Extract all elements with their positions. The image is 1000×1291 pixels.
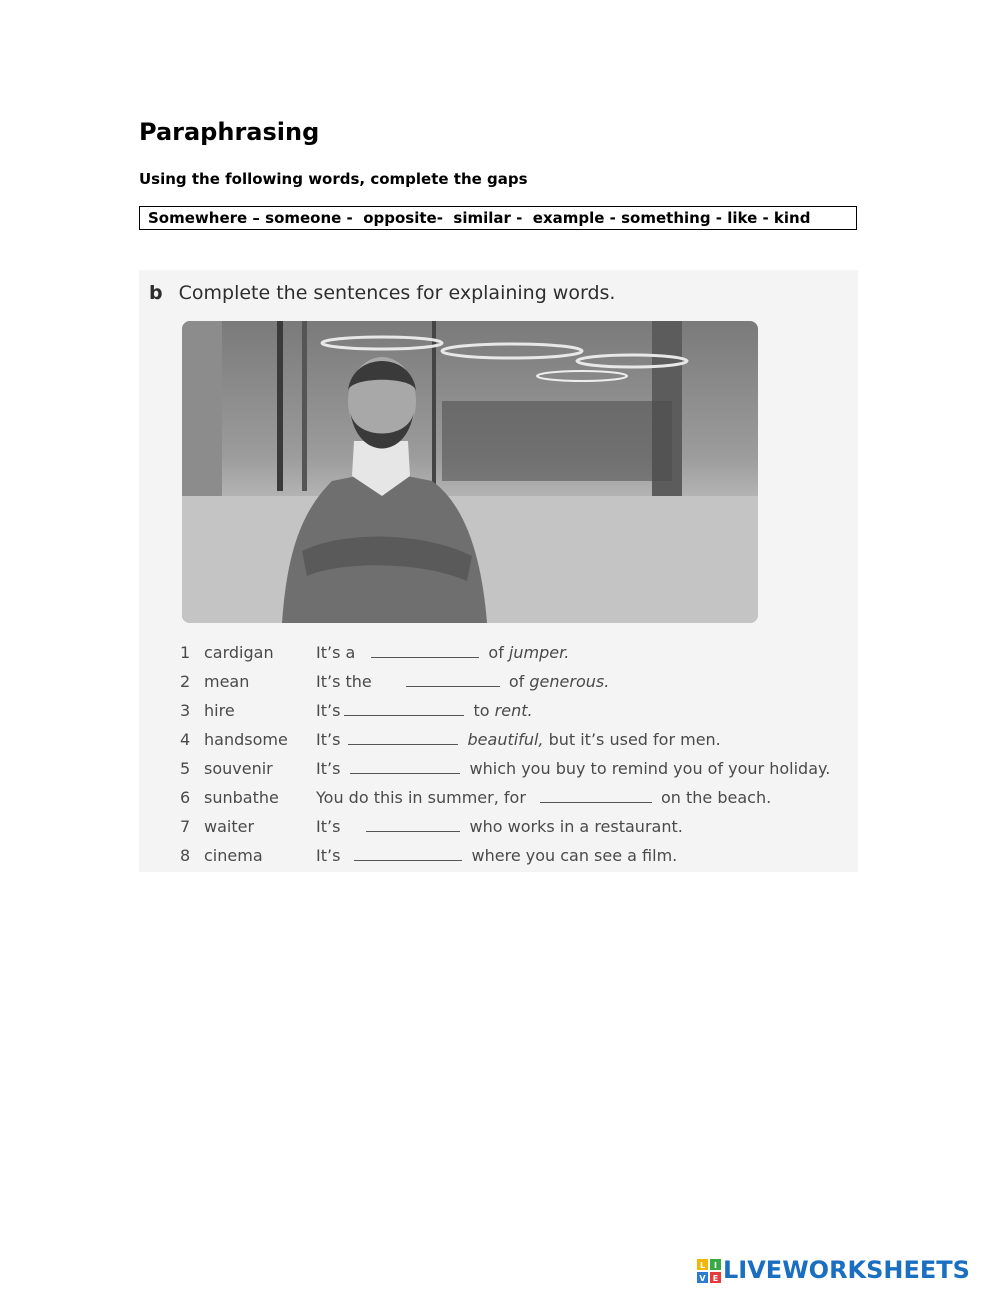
exercise-item bbox=[139, 672, 858, 696]
item-number: 4 bbox=[180, 730, 191, 749]
item-before: It’s a bbox=[316, 643, 356, 662]
exercise-item bbox=[139, 846, 858, 870]
item-after: on the beach. bbox=[660, 788, 772, 807]
item-number: 7 bbox=[180, 817, 191, 836]
item-before: It’s bbox=[316, 701, 341, 720]
word-bank: Somewhere – someone - opposite- similar - example - something - like - kind bbox=[139, 206, 857, 230]
item-word: cinema bbox=[204, 846, 263, 865]
gap-blank[interactable] bbox=[371, 643, 479, 658]
item-before: It’s bbox=[316, 730, 341, 749]
item-after: which you buy to remind you of your holiday. bbox=[469, 759, 831, 778]
gap-blank[interactable] bbox=[350, 759, 460, 774]
svg-text:E: E bbox=[712, 1274, 719, 1283]
gap-blank[interactable] bbox=[540, 788, 652, 803]
svg-text:I: I bbox=[714, 1261, 717, 1270]
item-after: who works in a restaurant. bbox=[469, 817, 683, 836]
item-number: 5 bbox=[180, 759, 191, 778]
item-number: 3 bbox=[180, 701, 191, 720]
item-number: 1 bbox=[180, 643, 191, 662]
exercise-letter: b bbox=[149, 282, 163, 304]
item-word: souvenir bbox=[204, 759, 273, 778]
item-before: It’s bbox=[316, 846, 341, 865]
page-title: Paraphrasing bbox=[139, 118, 320, 146]
exercise-item bbox=[139, 643, 858, 667]
item-word: waiter bbox=[204, 817, 255, 836]
logo-text: LIVEWORKSHEETS bbox=[723, 1256, 970, 1284]
svg-text:L: L bbox=[699, 1261, 706, 1270]
instructions: Using the following words, complete the gaps bbox=[139, 170, 528, 188]
item-after: of bbox=[508, 672, 525, 691]
exercise-scan bbox=[139, 270, 858, 872]
liveworksheets-logo bbox=[697, 1256, 993, 1284]
item-word: sunbathe bbox=[204, 788, 279, 807]
item-after: but it’s used for men. bbox=[548, 730, 721, 749]
gap-blank[interactable] bbox=[406, 672, 500, 687]
item-word: cardigan bbox=[204, 643, 274, 662]
item-word: handsome bbox=[204, 730, 288, 749]
item-after: of bbox=[488, 643, 504, 662]
item-before: It’s bbox=[316, 759, 341, 778]
exercise-items bbox=[139, 270, 858, 872]
exercise-item bbox=[139, 788, 858, 812]
item-number: 8 bbox=[180, 846, 191, 865]
exercise-item bbox=[139, 817, 858, 841]
item-before: You do this in summer, for bbox=[316, 788, 526, 807]
item-number: 2 bbox=[180, 672, 191, 691]
item-word: mean bbox=[204, 672, 250, 691]
item-number: 6 bbox=[180, 788, 191, 807]
svg-text:V: V bbox=[699, 1274, 706, 1283]
logo-blocks-icon bbox=[697, 1259, 721, 1283]
item-after-italic: beautiful, bbox=[467, 730, 544, 749]
item-word: hire bbox=[204, 701, 235, 720]
gap-blank[interactable] bbox=[344, 701, 464, 716]
item-after-italic: rent. bbox=[494, 701, 533, 720]
item-before: It’s bbox=[316, 817, 341, 836]
gap-blank[interactable] bbox=[354, 846, 462, 861]
item-after-italic: generous. bbox=[529, 672, 610, 691]
item-after-italic: jumper. bbox=[508, 643, 570, 662]
gap-blank[interactable] bbox=[366, 817, 460, 832]
gap-blank[interactable] bbox=[348, 730, 458, 745]
item-after: where you can see a film. bbox=[471, 846, 678, 865]
exercise-item bbox=[139, 730, 858, 754]
exercise-heading-text: Complete the sentences for explaining words. bbox=[178, 282, 616, 304]
item-before: It’s the bbox=[316, 672, 372, 691]
exercise-item bbox=[139, 759, 858, 783]
exercise-item bbox=[139, 701, 858, 725]
item-after: to bbox=[473, 701, 490, 720]
